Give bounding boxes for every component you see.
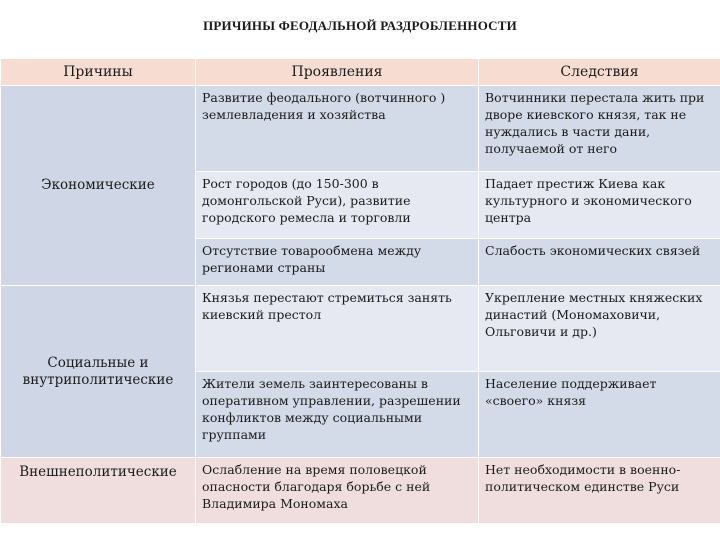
consequence-cell: Население поддерживает «своего» князя xyxy=(479,372,720,458)
cause-external: Внешнеполитические xyxy=(1,458,196,524)
manifestation-cell: Ослабление на время половецкой опасности благодаря борьбе с ней Владимира Мономаха xyxy=(196,458,479,524)
manifestation-cell: Развитие феодального (вотчинного ) землевладения и хозяйства xyxy=(196,86,479,172)
manifestation-cell: Отсутствие товарообмена между регионами страны xyxy=(196,239,479,286)
cause-economic: Экономические xyxy=(1,86,196,286)
consequence-cell: Укрепление местных княжеских династий (Мономаховичи, Ольговичи и др.) xyxy=(479,286,720,372)
manifestation-cell: Рост городов (до 150-300 в домонгольской Руси), развитие городского ремесла и торговли xyxy=(196,172,479,239)
manifestation-cell: Жители земель заинтересованы в оперативном управлении, разрешении конфликтов между социальными группами xyxy=(196,372,479,458)
causes-table xyxy=(0,58,720,524)
table-row xyxy=(1,458,720,524)
header-manifestations: Проявления xyxy=(196,59,479,86)
table-row xyxy=(1,286,720,372)
consequence-cell: Падает престиж Киева как культурного и экономического центра xyxy=(479,172,720,239)
consequence-cell: Слабость экономических связей xyxy=(479,239,720,286)
consequence-cell: Вотчинники перестала жить при дворе киевского князя, так не нуждались в части дани, получаемой от него xyxy=(479,86,720,172)
consequence-cell: Нет необходимости в военно-политическом единстве Руси xyxy=(479,458,720,524)
table-header-row xyxy=(1,59,720,86)
page-title: ПРИЧИНЫ ФЕОДАЛЬНОЙ РАЗДРОБЛЕННОСТИ xyxy=(203,18,517,33)
table-row xyxy=(1,86,720,172)
cause-social: Социальные и внутриполитические xyxy=(1,286,196,458)
header-causes: Причины xyxy=(1,59,196,86)
manifestation-cell: Князья перестают стремиться занять киевский престол xyxy=(196,286,479,372)
header-consequences: Следствия xyxy=(479,59,720,86)
